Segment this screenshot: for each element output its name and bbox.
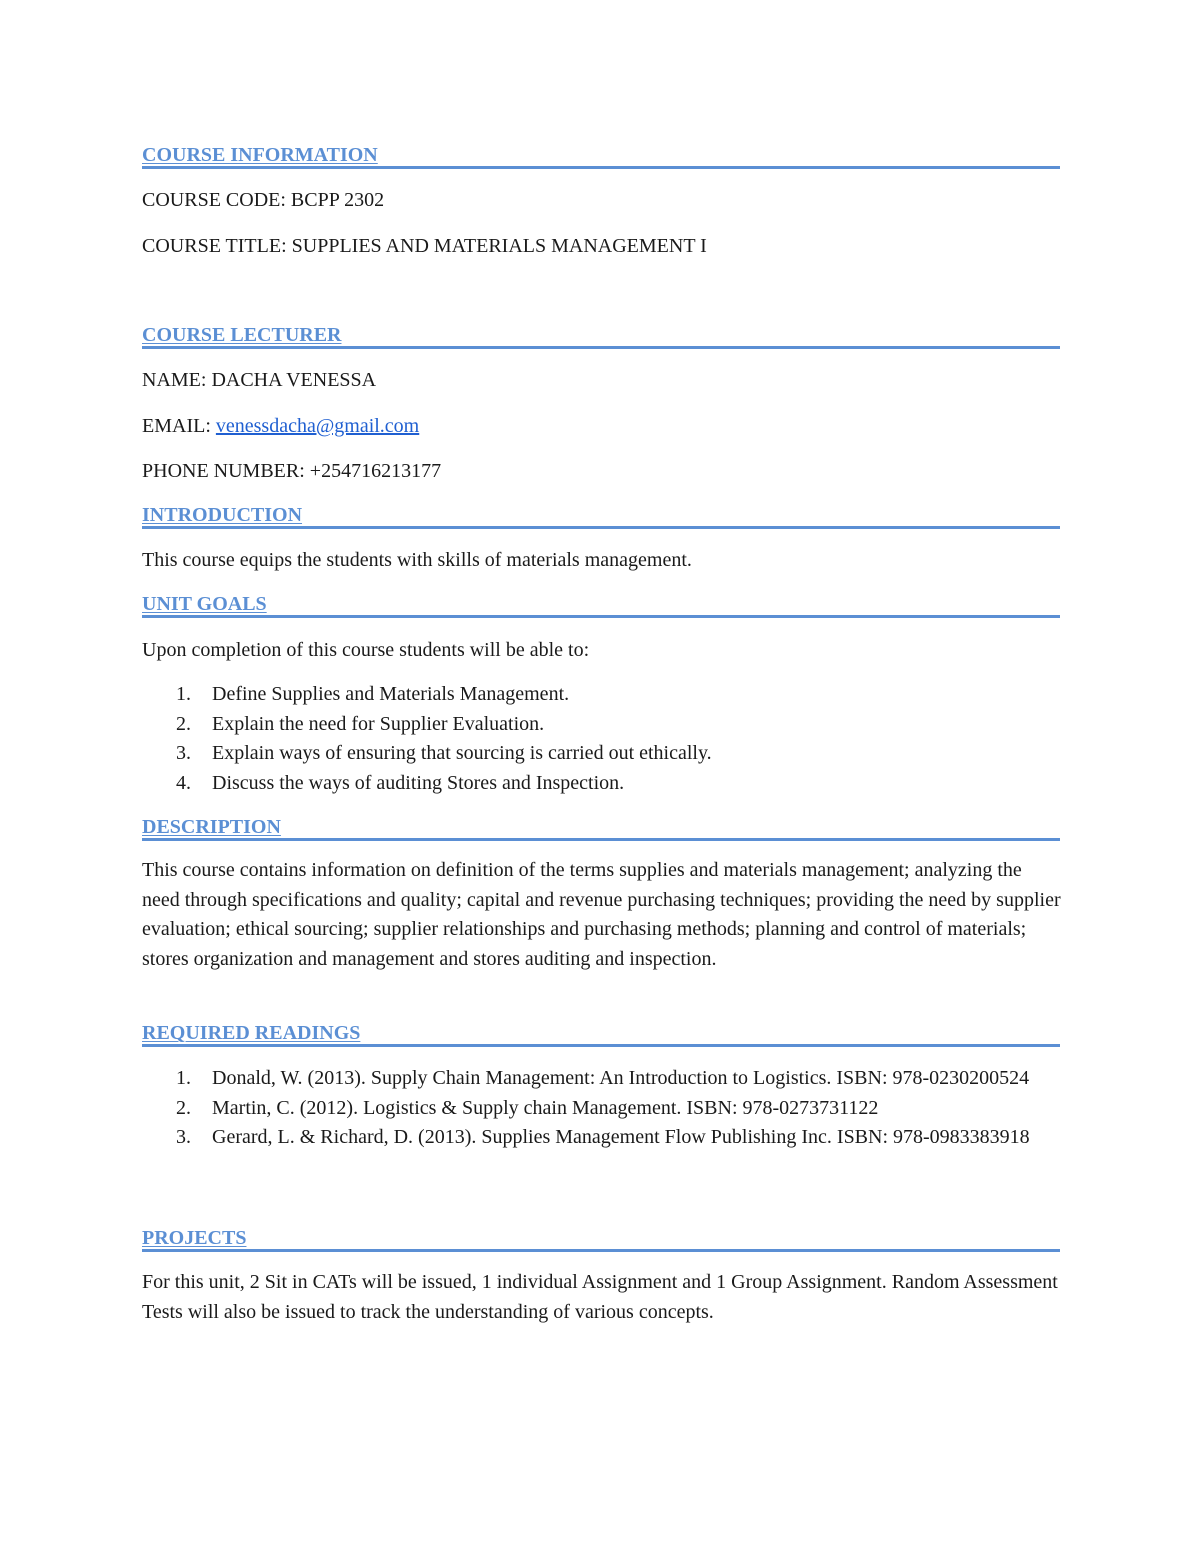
list-number: 4. <box>176 771 191 794</box>
list-item <box>142 1064 1062 1094</box>
list-item <box>142 1094 1062 1124</box>
introduction-text: This course equips the students with skills of materials management. <box>142 549 692 571</box>
lecturer-email-line <box>142 414 419 438</box>
list-item <box>142 739 1062 769</box>
list-number: 3. <box>176 1126 191 1148</box>
email-link[interactable]: venessdacha@gmail.com <box>215 415 420 437</box>
email-label: EMAIL: <box>142 415 211 437</box>
list-item-text: Gerard, L. & Richard, D. (2013). Supplies Management Flow Publishing Inc. ISBN: 978-0983383918 <box>212 1126 1030 1148</box>
list-item-text: Explain the need for Supplier Evaluation. <box>212 712 545 735</box>
section-heading-unit-goals: UNIT GOALS <box>142 593 1060 618</box>
section-heading-course-information: COURSE INFORMATION <box>142 144 1060 169</box>
unit-goals-intro: Upon completion of this course students will be able to: <box>142 639 590 661</box>
list-item <box>142 680 1062 710</box>
required-readings-list <box>142 1064 1062 1153</box>
lecturer-name: NAME: DACHA VENESSA <box>142 369 377 391</box>
course-title: COURSE TITLE: SUPPLIES AND MATERIALS MANAGEMENT I <box>142 235 707 257</box>
list-item-text: Martin, C. (2012). Logistics & Supply chain Management. ISBN: 978-0273731122 <box>212 1096 879 1119</box>
section-heading-description: DESCRIPTION <box>142 816 1060 841</box>
list-item <box>142 769 1062 799</box>
projects-text: For this unit, 2 Sit in CATs will be issued, 1 individual Assignment and 1 Group Assignment. Random Assessment Tests will also be issued to track the understanding of various concepts. <box>142 1271 1058 1323</box>
list-number: 1. <box>176 1067 191 1089</box>
list-item-text: Donald, W. (2013). Supply Chain Management: An Introduction to Logistics. ISBN: 978-0230200524 <box>212 1067 1030 1089</box>
section-heading-course-lecturer: COURSE LECTURER <box>142 324 1060 349</box>
list-number: 3. <box>176 742 191 764</box>
list-number: 2. <box>176 712 191 735</box>
list-item <box>142 710 1062 740</box>
list-item <box>142 1123 1062 1153</box>
unit-goals-list <box>142 680 1062 798</box>
lecturer-phone: PHONE NUMBER: +254716213177 <box>142 460 442 482</box>
description-text: This course contains information on definition of the terms supplies and materials management; analyzing the need through specifications and quality; capital and revenue purchasing techniques; providing the need by supplier evaluation; ethical sourcing; supplier relationships and purchasing methods; planning and control of materials; stores organization and management and stores auditing and inspection. <box>142 859 1061 970</box>
list-item-text: Explain ways of ensuring that sourcing is carried out ethically. <box>212 742 712 764</box>
list-item-text: Define Supplies and Materials Management. <box>212 683 570 705</box>
section-heading-required-readings: REQUIRED READINGS <box>142 1022 1060 1047</box>
section-heading-projects: PROJECTS <box>142 1227 1060 1252</box>
list-number: 1. <box>176 683 191 705</box>
section-heading-introduction: INTRODUCTION <box>142 504 1060 529</box>
course-code: COURSE CODE: BCPP 2302 <box>142 189 385 211</box>
list-item-text: Discuss the ways of auditing Stores and Inspection. <box>212 771 625 794</box>
list-number: 2. <box>176 1096 191 1119</box>
